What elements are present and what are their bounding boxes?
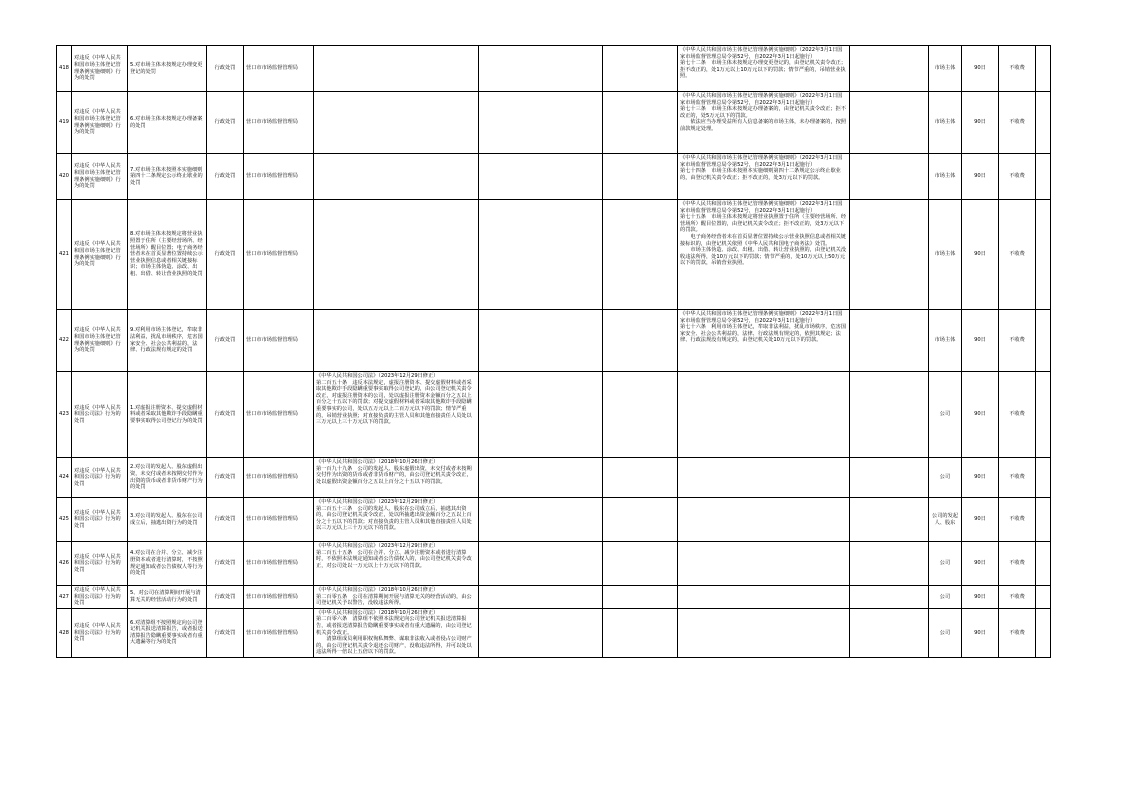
legal-basis-regulation: 《中华人民共和国市场主体登记管理条例实施细则》（2022年3月1日国家市场监督管理总局令第52号，自2022年3月1日起施行） 第七十二条 市场主体未按规定办理变更登记的，由登记机关责令改正；拒不改正的，处1万元以上10万元以下的罚款；情节严重的，吊销营业执照。 [678, 46, 850, 92]
blank-cell [1036, 608, 1051, 657]
legal-basis-regulation [678, 372, 850, 458]
row-number: 424 [57, 458, 72, 498]
legal-basis-law: 《中华人民共和国公司法》（2018年10月26日修正） 第一百九十九条 公司的发起人、股东虚假出资，未交付或者未按期交付作为出资的货币或者非货币财产的，由公司登记机关责令改正，处以虚假出资金额百分之五以上百分之十五以下的罚款。 [314, 458, 479, 498]
item-name: 对违反《中华人民共和国市场主体登记管理条例实施细则》行为的处罚 [72, 200, 128, 310]
sub-item-name: 9.对利用市场主体登记，牟取非法利益，扰乱市场秩序，危害国家安全、社会公共利益的，法律、行政法规有规定的处罚 [128, 310, 207, 372]
power-type: 行政处罚 [207, 200, 244, 310]
service-subject: 公司 [929, 458, 962, 498]
blank-cell [850, 310, 929, 372]
time-limit: 90日 [962, 586, 999, 609]
blank-cell [1036, 458, 1051, 498]
power-type: 行政处罚 [207, 458, 244, 498]
blank-cell [479, 200, 603, 310]
service-subject: 公司 [929, 372, 962, 458]
service-subject: 市场主体 [929, 92, 962, 154]
implementing-agency: 营口市市场监督管理局 [244, 498, 314, 542]
legal-basis-law [314, 200, 479, 310]
implementing-agency: 营口市市场监督管理局 [244, 92, 314, 154]
sub-item-name: 1.对虚报注册资本、提交虚假材料或者采取其他欺诈手段隐瞒重要事实取得公司登记行为的处罚 [128, 372, 207, 458]
blank-cell [1036, 310, 1051, 372]
fee-status: 不收费 [999, 586, 1036, 609]
legal-basis-regulation [678, 542, 850, 586]
blank-cell [850, 154, 929, 200]
legal-basis-law [314, 46, 479, 92]
blank-cell [850, 498, 929, 542]
sub-item-name: 5.对市场主体未按规定办理变更登记的处罚 [128, 46, 207, 92]
blank-cell [1036, 542, 1051, 586]
service-subject: 公司 [929, 542, 962, 586]
legal-basis-regulation: 《中华人民共和国市场主体登记管理条例实施细则》（2022年3月1日国家市场监督管理总局令第52号，自2022年3月1日起施行） 第七十三条 市场主体未按规定办理备案的，由登记机关责令改正；拒不改正的，处5万元以下的罚款。 依法应当办理受益所有人信息备案的市场主体，未办理备案的，按照前款规定处理。 [678, 92, 850, 154]
fee-status: 不收费 [999, 608, 1036, 657]
fee-status: 不收费 [999, 46, 1036, 92]
legal-basis-regulation [678, 586, 850, 609]
power-type: 行政处罚 [207, 92, 244, 154]
row-number: 425 [57, 498, 72, 542]
table-row [57, 542, 1051, 586]
blank-cell [603, 608, 678, 657]
fee-status: 不收费 [999, 498, 1036, 542]
table-row [57, 92, 1051, 154]
service-subject: 市场主体 [929, 310, 962, 372]
blank-cell [850, 200, 929, 310]
blank-cell [850, 92, 929, 154]
row-number: 423 [57, 372, 72, 458]
blank-cell [603, 586, 678, 609]
item-name: 对违反《中华人民共和国公司法》行为的处罚 [72, 458, 128, 498]
table-row [57, 200, 1051, 310]
blank-cell [479, 310, 603, 372]
power-type: 行政处罚 [207, 310, 244, 372]
blank-cell [603, 92, 678, 154]
item-name: 对违反《中华人民共和国市场主体登记管理条例实施细则》行为的处罚 [72, 310, 128, 372]
fee-status: 不收费 [999, 92, 1036, 154]
service-subject: 市场主体 [929, 200, 962, 310]
power-type: 行政处罚 [207, 608, 244, 657]
item-name: 对违反《中华人民共和国市场主体登记管理条例实施细则》行为的处罚 [72, 92, 128, 154]
table-row [57, 154, 1051, 200]
legal-basis-law: 《中华人民共和国公司法》（2023年12月29日修正） 第二百五十五条 公司在合并、分立、减少注册资本或者进行清算时，不依照本法规定通知或者公告债权人的，由公司登记机关责令改正，对公司处以一万元以上十万元以下的罚款。 [314, 542, 479, 586]
blank-cell [1036, 200, 1051, 310]
blank-cell [603, 458, 678, 498]
blank-cell [850, 586, 929, 609]
blank-cell [1036, 372, 1051, 458]
blank-cell [850, 542, 929, 586]
legal-basis-law [314, 92, 479, 154]
time-limit: 90日 [962, 458, 999, 498]
time-limit: 90日 [962, 542, 999, 586]
blank-cell [603, 154, 678, 200]
implementing-agency: 营口市市场监督管理局 [244, 372, 314, 458]
row-number: 426 [57, 542, 72, 586]
blank-cell [603, 310, 678, 372]
legal-basis-regulation: 《中华人民共和国市场主体登记管理条例实施细则》（2022年3月1日国家市场监督管理总局令第52号，自2022年3月1日起施行） 第七十六条 利用市场主体登记，牟取非法利益，扰乱市场秩序，危害国家安全、社会公共利益的，法律、行政法规有规定的，依照其规定；法律、行政法规没有规定的，由登记机关处10万元以下的罚款。 [678, 310, 850, 372]
legal-basis-regulation [678, 458, 850, 498]
sub-item-name: 8.对市场主体未按规定将营业执照置于住所（主要经营场所、经营场所）醒目位置；电子商务经营者未在首页显著位置持续公示营业执照信息或者相关链接标识；市场主体伪造、涂改、出租、出借、转让营业执照的处罚 [128, 200, 207, 310]
table-row [57, 498, 1051, 542]
sub-item-name: 6.对市场主体未按规定办理备案的处罚 [128, 92, 207, 154]
table-row [57, 46, 1051, 92]
implementing-agency: 营口市市场监督管理局 [244, 458, 314, 498]
sub-item-name: 3.对公司的发起人、股东在公司成立后，抽逃出资行为的处罚 [128, 498, 207, 542]
blank-cell [479, 372, 603, 458]
legal-basis-law [314, 154, 479, 200]
time-limit: 90日 [962, 372, 999, 458]
blank-cell [479, 458, 603, 498]
blank-cell [603, 542, 678, 586]
blank-cell [479, 498, 603, 542]
power-list-table [56, 45, 1051, 658]
row-number: 422 [57, 310, 72, 372]
power-type: 行政处罚 [207, 46, 244, 92]
time-limit: 90日 [962, 154, 999, 200]
power-type: 行政处罚 [207, 372, 244, 458]
blank-cell [479, 542, 603, 586]
item-name: 对违反《中华人民共和国公司法》行为的处罚 [72, 498, 128, 542]
table-row [57, 310, 1051, 372]
service-subject: 公司 [929, 586, 962, 609]
fee-status: 不收费 [999, 372, 1036, 458]
item-name: 对违反《中华人民共和国公司法》行为的处罚 [72, 542, 128, 586]
blank-cell [1036, 46, 1051, 92]
item-name: 对违反《中华人民共和国市场主体登记管理条例实施细则》行为的处罚 [72, 154, 128, 200]
item-name: 对违反《中华人民共和国公司法》行为的处罚 [72, 608, 128, 657]
implementing-agency: 营口市市场监督管理局 [244, 46, 314, 92]
item-name: 对违反《中华人民共和国市场主体登记管理条例实施细则》行为的处罚 [72, 46, 128, 92]
fee-status: 不收费 [999, 200, 1036, 310]
service-subject: 市场主体 [929, 154, 962, 200]
implementing-agency: 营口市市场监督管理局 [244, 200, 314, 310]
fee-status: 不收费 [999, 154, 1036, 200]
power-type: 行政处罚 [207, 154, 244, 200]
blank-cell [479, 154, 603, 200]
legal-basis-law: 《中华人民共和国公司法》（2023年12月29日修正） 第二百五十三条 公司的发起人、股东在公司成立后，抽逃其出资的，由公司登记机关责令改正，处以所抽逃出资金额百分之五以上百分之十五以下的罚款；对直接负责的主管人员和其他直接责任人员处以三万元以上三十万元以下的罚款。 [314, 498, 479, 542]
fee-status: 不收费 [999, 542, 1036, 586]
blank-cell [1036, 154, 1051, 200]
legal-basis-regulation: 《中华人民共和国市场主体登记管理条例实施细则》（2022年3月1日国家市场监督管理总局令第52号，自2022年3月1日起施行） 第七十四条 市场主体未按照本实施细则第四十二条规定公示终止歇业的，由登记机关责令改正；拒不改正的，处3万元以下的罚款。 [678, 154, 850, 200]
blank-cell [1036, 586, 1051, 609]
sub-item-name: 2.对公司的发起人、股东虚假出资，未交付或者未按期交付作为出资的货币或者非货币财产行为的处罚 [128, 458, 207, 498]
blank-cell [603, 200, 678, 310]
blank-cell [603, 46, 678, 92]
time-limit: 90日 [962, 310, 999, 372]
blank-cell [479, 46, 603, 92]
implementing-agency: 营口市市场监督管理局 [244, 310, 314, 372]
row-number: 427 [57, 586, 72, 609]
row-number: 420 [57, 154, 72, 200]
service-subject: 公司 [929, 608, 962, 657]
fee-status: 不收费 [999, 310, 1036, 372]
row-number: 418 [57, 46, 72, 92]
blank-cell [1036, 92, 1051, 154]
service-subject: 市场主体 [929, 46, 962, 92]
sub-item-name: 7.对市场主体未按照本实施细则第四十二条规定公示终止歇业的处罚 [128, 154, 207, 200]
table-row [57, 586, 1051, 609]
sub-item-name: 6.对清算组不按照规定向公司登记机关报送清算报告，或者报送清算报告隐瞒重要事实或者有重大遗漏等行为的处罚 [128, 608, 207, 657]
legal-basis-law: 《中华人民共和国公司法》（2023年12月29日修正） 第二百五十条 违反本法规定，虚报注册资本、提交虚假材料或者采取其他欺诈手段隐瞒重要事实取得公司登记的，由公司登记机关责令改正，对虚报注册资本的公司，处以虚报注册资本金额百分之五以上百分之十五以下的罚款；对提交虚假材料或者采取其他欺诈手段隐瞒重要事实的公司，处以五万元以上二百万元以下的罚款；情节严重的，吊销营业执照；对直接负责的主管人员和其他直接责任人员处以三万元以上三十万元以下的罚款。 [314, 372, 479, 458]
time-limit: 90日 [962, 498, 999, 542]
time-limit: 90日 [962, 200, 999, 310]
legal-basis-regulation: 《中华人民共和国市场主体登记管理条例实施细则》（2022年3月1日国家市场监督管理总局令第52号，自2022年3月1日起施行） 第七十五条 市场主体未按规定将营业执照置于住所（主要经营场所、经营场所）醒目位置的，由登记机关责令改正；拒不改正的，处3万元以下的罚款。 电子商务经营者未在首页显著位置持续公示营业执照信息或者相关链接标识的，由登记机关依照《中华人民共和国电子商务法》处罚。 市场主体伪造、涂改、出租、出借、转让营业执照的，由登记机关没收违法所得，处10万元以下的罚款；情节严重的，处10万元以上50万元以下的罚款，吊销营业执照。 [678, 200, 850, 310]
sub-item-name: 4.对公司在合并、分立、减少注册资本或者进行清算时，不按照规定通知或者公告债权人等行为的处罚 [128, 542, 207, 586]
table-row [57, 608, 1051, 657]
blank-cell [479, 586, 603, 609]
blank-cell [850, 458, 929, 498]
power-type: 行政处罚 [207, 586, 244, 609]
item-name: 对违反《中华人民共和国公司法》行为的处罚 [72, 586, 128, 609]
row-number: 419 [57, 92, 72, 154]
time-limit: 90日 [962, 46, 999, 92]
implementing-agency: 营口市市场监督管理局 [244, 542, 314, 586]
sub-item-name: 5、对公司在清算期间开展与清算无关的经营活动行为的处罚 [128, 586, 207, 609]
power-type: 行政处罚 [207, 498, 244, 542]
blank-cell [479, 608, 603, 657]
time-limit: 90日 [962, 608, 999, 657]
blank-cell [850, 46, 929, 92]
blank-cell [1036, 498, 1051, 542]
blank-cell [850, 608, 929, 657]
legal-basis-regulation [678, 608, 850, 657]
table-row [57, 372, 1051, 458]
power-type: 行政处罚 [207, 542, 244, 586]
time-limit: 90日 [962, 92, 999, 154]
legal-basis-law: 《中华人民共和国公司法》（2018年10月26日修正） 第二百零五条 公司在清算期间开展与清算无关的经营活动的，由公司登记机关予以警告，没收违法所得。 [314, 586, 479, 609]
implementing-agency: 营口市市场监督管理局 [244, 154, 314, 200]
legal-basis-law [314, 310, 479, 372]
item-name: 对违反《中华人民共和国公司法》行为的处罚 [72, 372, 128, 458]
legal-basis-regulation [678, 498, 850, 542]
blank-cell [479, 92, 603, 154]
service-subject: 公司的发起人、股东 [929, 498, 962, 542]
legal-basis-law: 《中华人民共和国公司法》（2018年10月26日修正） 第二百零六条 清算组不依照本法规定向公司登记机关报送清算报告，或者报送清算报告隐瞒重要事实或者有重大遗漏的，由公司登记机关责令改正。 清算组成员利用职权徇私舞弊、谋取非法收入或者侵占公司财产的，由公司登记机关责令退还公司财产，没收违法所得，并可以处以违法所得一倍以上五倍以下的罚款。 [314, 608, 479, 657]
fee-status: 不收费 [999, 458, 1036, 498]
blank-cell [850, 372, 929, 458]
implementing-agency: 营口市市场监督管理局 [244, 586, 314, 609]
row-number: 421 [57, 200, 72, 310]
implementing-agency: 营口市市场监督管理局 [244, 608, 314, 657]
row-number: 428 [57, 608, 72, 657]
blank-cell [603, 372, 678, 458]
blank-cell [603, 498, 678, 542]
table-row [57, 458, 1051, 498]
